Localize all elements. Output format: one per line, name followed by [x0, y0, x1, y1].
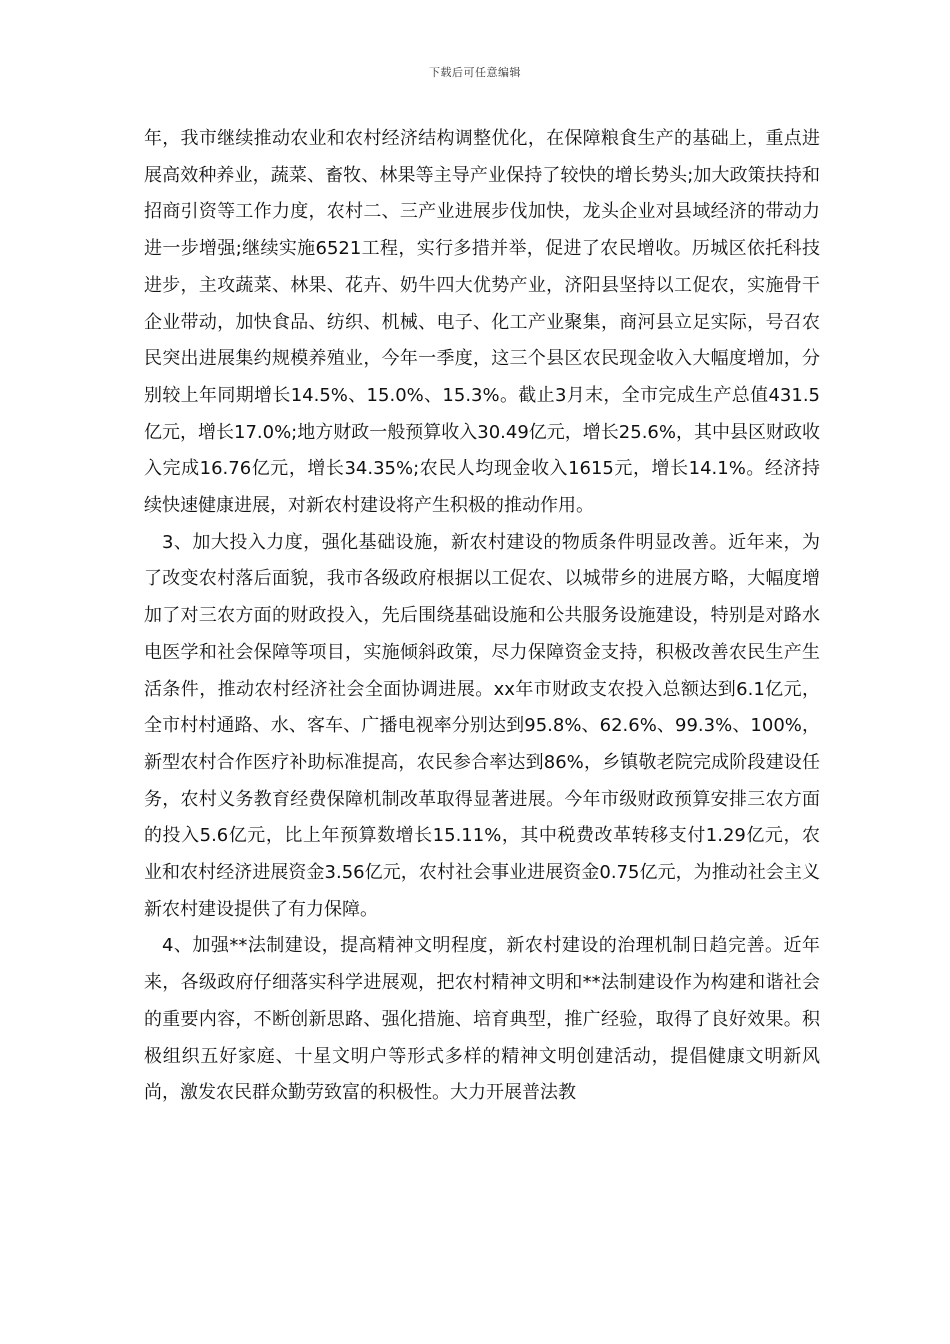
document-body: [144, 121, 820, 1112]
page-header: 下载后可任意编辑: [429, 66, 521, 79]
paragraph-continued: 年，我市继续推动农业和农村经济结构调整优化，在保障粮食生产的基础上，重点进展高效种养业，蔬菜、畜牧、林果等主导产业保持了较快的增长势头;加大政策扶持和招商引资等工作力度，农村二、三产业进展步伐加快，龙头企业对县域经济的带动力进一步增强;继续实施6521工程，实行多措并举，促进了农民增收。历城区依托科技进步，主攻蔬菜、林果、花卉、奶牛四大优势产业，济阳县坚持以工促农，实施骨干企业带动，加快食品、纺织、机械、电子、化工产业聚集，商河县立足实际，号召农民突出进展集约规模养殖业，今年一季度，这三个县区农民现金收入大幅度增加，分别较上年同期增长14.5%、15.0%、15.3%。截止3月末，全市完成生产总值431.5亿元，增长17.0%;地方财政一般预算收入30.49亿元，增长25.6%，其中县区财政收入完成16.76亿元，增长34.35%;农民人均现金收入1615元，增长14.1%。经济持续快速健康进展，对新农村建设将产生积极的推动作用。: [144, 128, 820, 517]
paragraph-legal-construction: 4、加强**法制建设，提高精神文明程度，新农村建设的治理机制日趋完善。近年来，各级政府仔细落实科学进展观，把农村精神文明和**法制建设作为构建和谐社会的重要内容，不断创新思路、强化措施、培育典型，推广经验，取得了良好效果。积极组织五好家庭、十星文明户等形式多样的精神文明创建活动，提倡健康文明新风尚，激发农民群众勤劳致富的积极性。大力开展普法教: [144, 935, 820, 1104]
paragraph-investment: 3、加大投入力度，强化基础设施，新农村建设的物质条件明显改善。近年来，为了改变农村落后面貌，我市各级政府根据以工促农、以城带乡的进展方略，大幅度增加了对三农方面的财政投入，先后围绕基础设施和公共服务设施建设，特别是对路水电医学和社会保障等项目，实施倾斜政策，尽力保障资金支持，积极改善农民生产生活条件，推动农村经济社会全面协调进展。xx年市财政支农投入总额达到6.1亿元，全市村村通路、水、客车、广播电视率分别达到95.8%、62.6%、99.3%、100%，新型农村合作医疗补助标准提高，农民参合率达到86%，乡镇敬老院完成阶段建设任务，农村义务教育经费保障机制改革取得显著进展。今年市级财政预算安排三农方面的投入5.6亿元，比上年预算数增长15.11%，其中税费改革转移支付1.29亿元，农业和农村经济进展资金3.56亿元，农村社会事业进展资金0.75亿元，为推动社会主义新农村建设提供了有力保障。: [144, 531, 820, 920]
